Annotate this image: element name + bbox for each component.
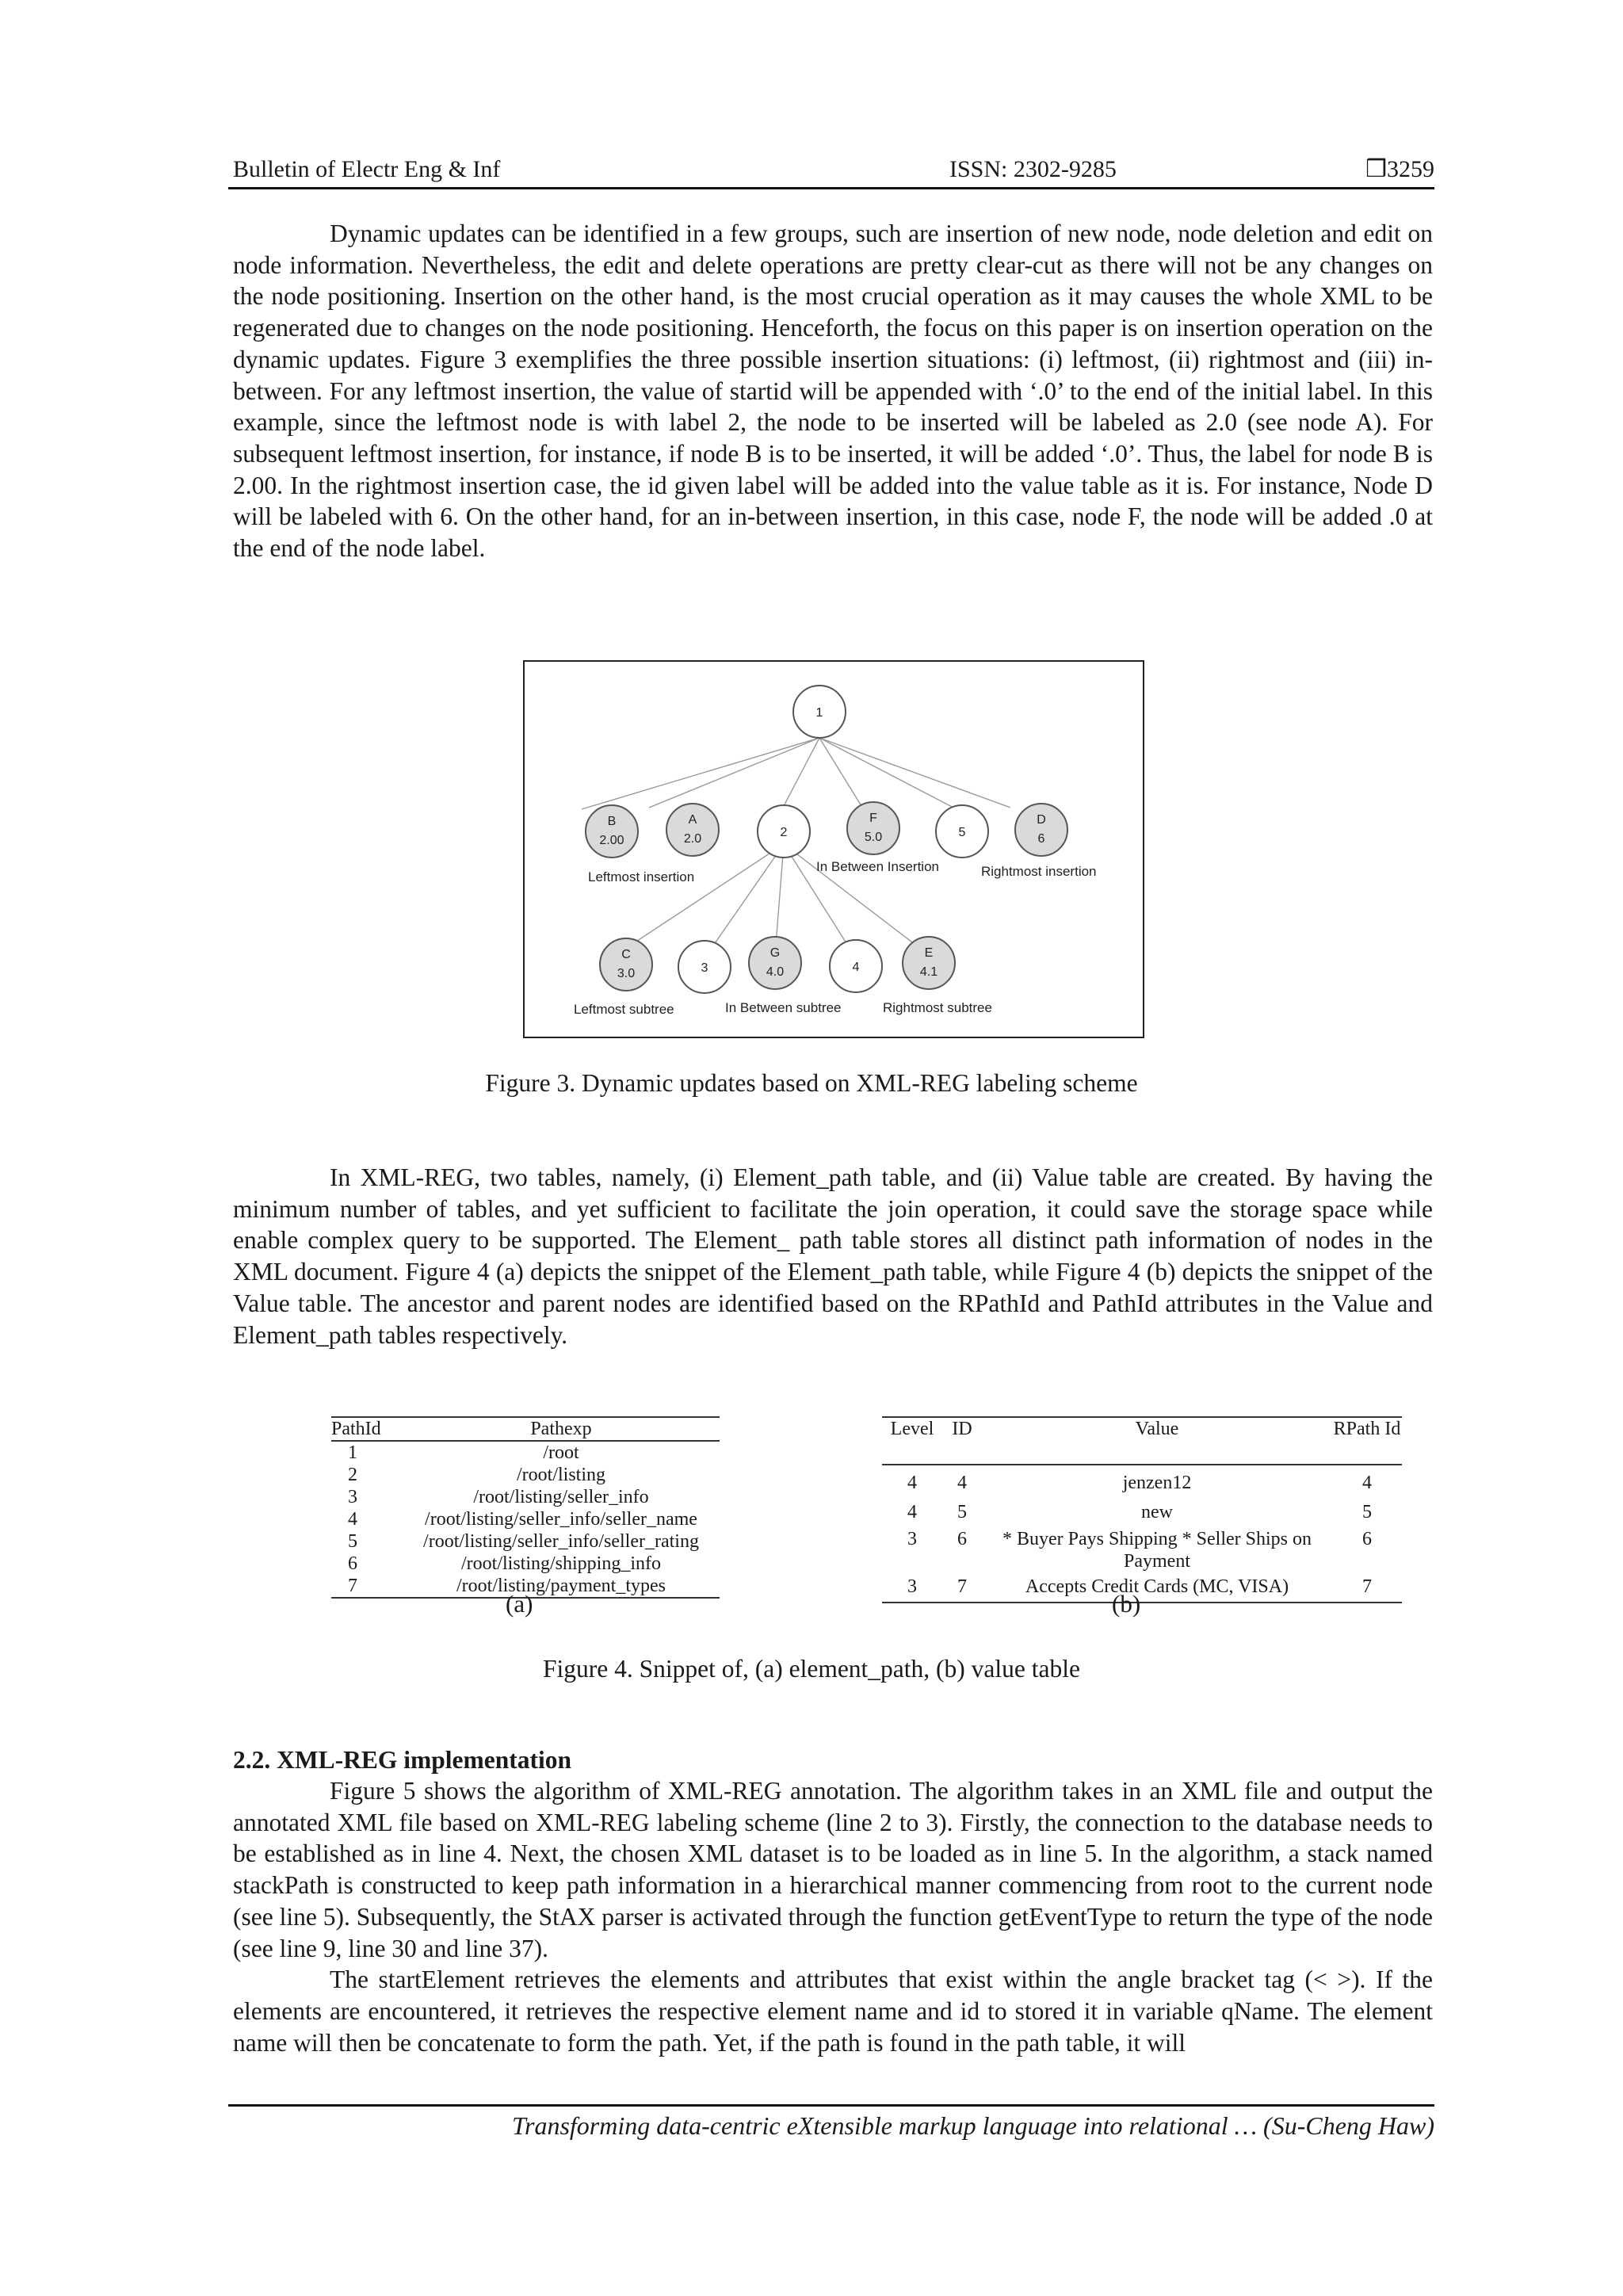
table-cell: 4 bbox=[1362, 1473, 1372, 1493]
running-head-journal: Bulletin of Electr Eng & Inf bbox=[233, 156, 501, 182]
table-cell: /root/listing bbox=[516, 1465, 605, 1485]
table-cell: /root/listing/seller_info/seller_rating bbox=[423, 1531, 699, 1552]
root-node bbox=[793, 686, 846, 738]
node-a bbox=[666, 804, 719, 856]
node-name: E bbox=[924, 946, 934, 960]
node-4 bbox=[830, 940, 882, 992]
table-row bbox=[882, 1465, 1402, 1495]
table-cell: 3 bbox=[882, 1572, 942, 1603]
table-cell: 7 bbox=[331, 1575, 403, 1598]
body-paragraph-2 bbox=[233, 1162, 1433, 1350]
table-header-row bbox=[331, 1417, 720, 1441]
node-label: 1 bbox=[815, 706, 823, 720]
node-label: 2.0 bbox=[683, 832, 702, 846]
column-header: Pathexp bbox=[403, 1417, 720, 1441]
node-name: B bbox=[607, 815, 617, 828]
table-cell: 6 bbox=[348, 1553, 357, 1574]
edge bbox=[616, 844, 784, 955]
table-cell: /root/listing/seller_info bbox=[473, 1487, 649, 1507]
paragraph-text: In XML-REG, two tables, namely, (i) Element_path table, and (ii) Value table are created. By having the minimum number of tables, and yet sufficient to facilitate the join operation, it could save the storage space while enable complex query to be supported. The Element_ path table stores all distinct path information of nodes in the XML document. Figure 4 (a) depicts the snippet of the Element_path table, while Figure 4 (b) depicts the snippet of the Value table. The ancestor and parent nodes are identified based on the RPathId and PathId attributes in the Value and Element_path tables respectively. bbox=[233, 1163, 1433, 1349]
node-label: 5 bbox=[958, 826, 966, 839]
table-cell: /root bbox=[543, 1442, 579, 1463]
node-label: 3 bbox=[701, 961, 708, 975]
header-rule bbox=[228, 187, 1434, 189]
column-header: ID bbox=[942, 1417, 982, 1465]
table-b-label: (b) bbox=[1112, 1590, 1141, 1618]
label-rightmost-insertion: Rightmost insertion bbox=[981, 864, 1097, 879]
edge bbox=[784, 738, 819, 806]
table-cell: * Buyer Pays Shipping * Seller Ships on Payment bbox=[1002, 1529, 1312, 1572]
label-in-between-subtree: In Between subtree bbox=[725, 1000, 842, 1015]
table-cell: new bbox=[1141, 1502, 1173, 1522]
table-cell: 1 bbox=[348, 1442, 357, 1463]
table-row bbox=[882, 1572, 1402, 1603]
table-cell: jenzen12 bbox=[1122, 1473, 1192, 1493]
table-cell: 4 bbox=[907, 1473, 917, 1493]
node-label: 4.1 bbox=[919, 965, 938, 979]
table-cell: Accepts Credit Cards (MC, VISA) bbox=[982, 1572, 1332, 1603]
node-label: 5.0 bbox=[864, 831, 883, 844]
column-header: Value bbox=[982, 1417, 1332, 1465]
node-e bbox=[903, 937, 955, 989]
paragraph-text: Figure 5 shows the algorithm of XML-REG annotation. The algorithm takes in an XML file and output the annotated XML file based on XML-REG labeling scheme (line 2 to 3). Firstly, the connection to the database needs to be established as in line 4. Next, the chosen XML dataset is to be loaded as in line 5. In the algorithm, a stack named stackPath is constructed to keep path information in a hierarchical manner commencing from root to the current node (see line 5). Subsequently, the StAX parser is activated through the function getEventType to return the type of the node (see line 9, line 30 and line 37). bbox=[233, 1777, 1433, 1962]
column-header: Level bbox=[882, 1417, 942, 1465]
table-row bbox=[331, 1486, 720, 1508]
node-name: D bbox=[1037, 813, 1046, 827]
table-cell: /root/listing/shipping_info bbox=[460, 1553, 661, 1574]
table-cell: 5 bbox=[957, 1502, 967, 1522]
figure-4-caption: Figure 4. Snippet of, (a) element_path, (b) value table bbox=[543, 1655, 1080, 1683]
table-cell: 4 bbox=[348, 1509, 357, 1530]
table-row bbox=[882, 1525, 1402, 1572]
edge bbox=[582, 738, 819, 809]
running-head-issn: ISSN: 2302-9285 bbox=[949, 156, 1117, 182]
table-cell: 2 bbox=[348, 1465, 357, 1485]
element-path-table bbox=[331, 1416, 720, 1599]
paragraph-text: The startElement retrieves the elements and attributes that exist within the angle bracket tag (< >). If the elements are encountered, it retrieves the respective element name and id to stored it in variable qName. The element name will then be concatenate to form the path. Yet, if the path is found in the path table, it will bbox=[233, 1966, 1433, 2057]
edge bbox=[649, 738, 819, 808]
node-label: 6 bbox=[1037, 832, 1045, 846]
edge bbox=[819, 738, 1010, 808]
tree-diagram bbox=[525, 662, 1143, 1037]
node-c bbox=[600, 938, 652, 991]
edge bbox=[819, 738, 957, 809]
table-row bbox=[331, 1553, 720, 1575]
node-label: 3.0 bbox=[617, 967, 636, 980]
table-cell: 4 bbox=[907, 1502, 917, 1522]
column-header: RPath Id bbox=[1332, 1417, 1402, 1465]
node-d bbox=[1015, 804, 1067, 856]
node-name: A bbox=[688, 813, 697, 827]
table-cell: 6 bbox=[1362, 1529, 1372, 1549]
table-cell: 5 bbox=[1362, 1502, 1372, 1522]
node-f bbox=[847, 802, 899, 854]
table-cell: 3 bbox=[348, 1487, 357, 1507]
node-name: G bbox=[769, 946, 781, 960]
value-table bbox=[882, 1416, 1402, 1603]
table-a-label: (a) bbox=[506, 1590, 533, 1618]
section-heading: 2.2. XML-REG implementation bbox=[233, 1746, 571, 1774]
paragraph-text: Dynamic updates can be identified in a few groups, such are insertion of new node, node deletion and edit on node information. Nevertheless, the edit and delete operations are pretty clear-cut as there will not be any changes on the node positioning. Insertion on the other hand, is the most crucial operation as it may causes the whole XML to be regenerated due to changes on the node positioning. Henceforth, the focus on this paper is on insertion operation on the dynamic updates. Figure 3 exemplifies the three possible insertion situations: (i) leftmost, (ii) rightmost and (iii) in-between. For any leftmost insertion, the value of startid will be appended with ‘.0’ to the end of the initial label. In this example, since the leftmost node is with label 2, the node to be inserted will be labeled as 2.0 (see node A). For subsequent leftmost insertion, for instance, if node B is to be inserted, it will be added ‘.0’. Thus, the label for node B is 2.00. In the rightmost insertion case, the id given label will be added into the value table as it is. For instance, Node D will be labeled with 6. On the other hand, for an in-between insertion, in this case, node F, the node will be added .0 at the end of the node label. bbox=[233, 220, 1433, 563]
node-3 bbox=[678, 941, 731, 993]
table-row bbox=[882, 1495, 1402, 1525]
node-2 bbox=[758, 805, 810, 858]
label-rightmost-subtree: Rightmost subtree bbox=[883, 1000, 992, 1015]
table-cell: 7 bbox=[942, 1572, 982, 1603]
table-cell: 7 bbox=[1332, 1572, 1402, 1603]
body-paragraph-1 bbox=[233, 218, 1433, 564]
tree-nodes bbox=[586, 686, 1067, 993]
table-row bbox=[331, 1508, 720, 1530]
node-b bbox=[586, 805, 638, 858]
footer-rule bbox=[228, 2104, 1434, 2107]
label-leftmost-subtree: Leftmost subtree bbox=[574, 1002, 674, 1017]
node-label: 2 bbox=[780, 826, 788, 839]
table-cell: 6 bbox=[957, 1529, 967, 1549]
node-label: 4 bbox=[852, 961, 860, 974]
node-5 bbox=[936, 805, 988, 858]
node-label: 2.00 bbox=[599, 834, 624, 847]
figure-3-tree bbox=[523, 660, 1144, 1038]
table-cell: 5 bbox=[348, 1531, 357, 1552]
running-footer: Transforming data-centric eXtensible markup language into relational … (Su-Cheng Haw) bbox=[511, 2111, 1434, 2140]
edge bbox=[819, 738, 861, 806]
column-header: PathId bbox=[331, 1417, 403, 1441]
page-number: ❒3259 bbox=[1365, 156, 1434, 182]
table-header-row bbox=[882, 1417, 1402, 1465]
table-cell: /root/listing/payment_types bbox=[403, 1575, 720, 1598]
body-paragraph-3 bbox=[233, 1775, 1433, 2058]
figure-3-caption: Figure 3. Dynamic updates based on XML-REG labeling scheme bbox=[485, 1069, 1138, 1097]
node-g bbox=[749, 937, 801, 989]
label-leftmost-insertion: Leftmost insertion bbox=[588, 869, 695, 884]
table-row bbox=[331, 1530, 720, 1553]
table-row bbox=[331, 1441, 720, 1464]
table-cell: 4 bbox=[957, 1473, 967, 1493]
table-cell: 3 bbox=[907, 1529, 917, 1549]
node-name: F bbox=[869, 812, 877, 825]
table-cell: /root/listing/seller_info/seller_name bbox=[425, 1509, 697, 1530]
table-row bbox=[331, 1464, 720, 1486]
node-name: C bbox=[621, 948, 631, 961]
label-in-between-insertion: In Between Insertion bbox=[816, 859, 939, 874]
node-label: 4.0 bbox=[766, 965, 785, 979]
